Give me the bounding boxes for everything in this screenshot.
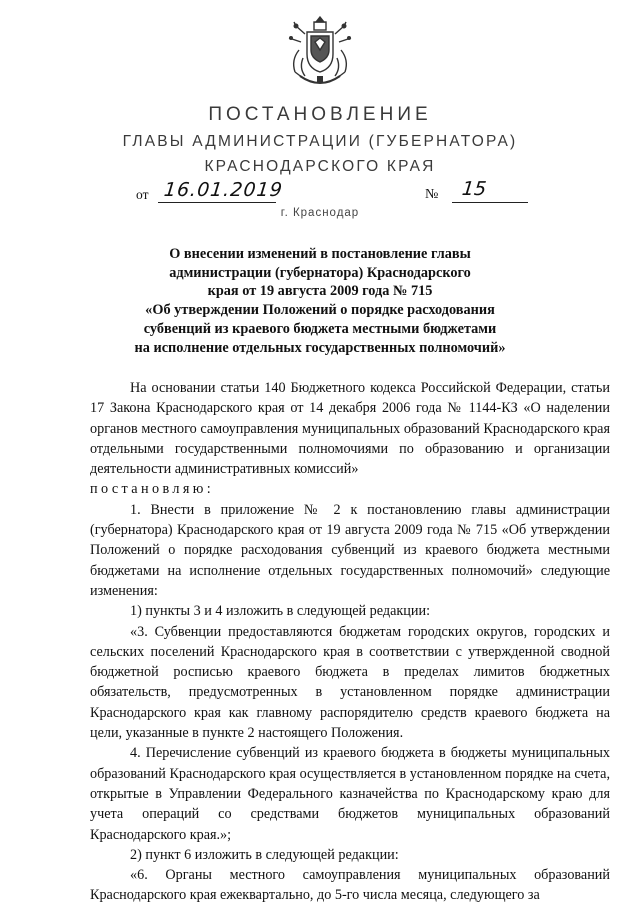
title-line: администрации (губернатора) Краснодарского	[169, 264, 471, 281]
handwritten-date: 16.01.2019	[162, 179, 284, 201]
number-label: №	[425, 187, 439, 202]
title-line: О внесении изменений в постановление главы	[169, 246, 471, 262]
point-3-paragraph: «3. Субвенции предоставляются бюджетам городских округов, городских и сельских поселений Краснодарского края в соответствии с утвержденной сводной бюджетной росписью краевого бюджета в пределах лимитов бюджетных обязательств, предусмотренных в установленном порядке администрации Краснодарского края как главному распорядителю средств краевого бюджета на цели, указанные в пункте 2 настоящего Положения.	[90, 623, 610, 742]
date-label: от	[136, 187, 149, 202]
title-line: на исполнение отдельных государственных полномочий»	[134, 339, 506, 356]
item-1-paragraph: 1. Внести в приложение № 2 к постановлению главы администрации (губернатора) Краснодарского края от 19 августа 2009 года № 715 «Об утверждении Положений о порядке расходования субвенций из краевого бюджета местными бюджетами на исполнение отдельных государственных полномочий» следующие изменения:	[90, 501, 610, 599]
decree-word: постановляю:	[90, 481, 215, 498]
region-heading: КРАСНОДАРСКОГО КРАЯ	[204, 158, 436, 175]
handwritten-number: 15	[460, 178, 488, 200]
document-type-heading: ПОСТАНОВЛЕНИЕ	[208, 104, 432, 125]
point-4-paragraph: 4. Перечисление субвенций из краевого бюджета в бюджеты муниципальных образований Краснодарского края осуществляется в установленном порядке на счета, открытые в Управлении Федерального казначейства по Краснодарскому краю для учета операций со средствами бюджетов муниципальных образований Краснодарского края.»;	[90, 745, 610, 843]
preamble-paragraph: На основании статьи 140 Бюджетного кодекса Российской Федерации, статьи 17 Закона Краснодарского края от 14 декабря 2006 года № 1144-КЗ «О наделении органов местного самоуправления муниципальных образований Краснодарского края отдельными государственными полномочиями по образованию и организации деятельности административных комиссий»	[90, 380, 610, 478]
title-line: края от 19 августа 2009 года № 715	[207, 283, 433, 300]
title-line: «Об утверждении Положений о порядке расходования	[145, 302, 495, 319]
subitem-1-paragraph: 1) пункты 3 и 4 изложить в следующей редакции:	[130, 603, 431, 620]
number-underline	[452, 202, 528, 203]
issuing-authority-heading: ГЛАВЫ АДМИНИСТРАЦИИ (ГУБЕРНАТОРА)	[122, 133, 518, 150]
point-6-paragraph: «6. Органы местного самоуправления муниципальных образований Краснодарского края ежеквартально, до 5-го числа месяца, следующего за	[90, 867, 610, 904]
krasnodar-coat-of-arms-icon	[285, 14, 355, 88]
document-title	[60, 245, 580, 357]
date-underline	[158, 202, 276, 203]
registration-line	[0, 178, 640, 209]
title-line: субвенций из краевого бюджета местными бюджетами	[143, 320, 497, 337]
subitem-2-paragraph: 2) пункт 6 изложить в следующей редакции:	[130, 846, 399, 863]
document-body	[90, 378, 610, 906]
city-name: г. Краснодар	[280, 207, 360, 219]
